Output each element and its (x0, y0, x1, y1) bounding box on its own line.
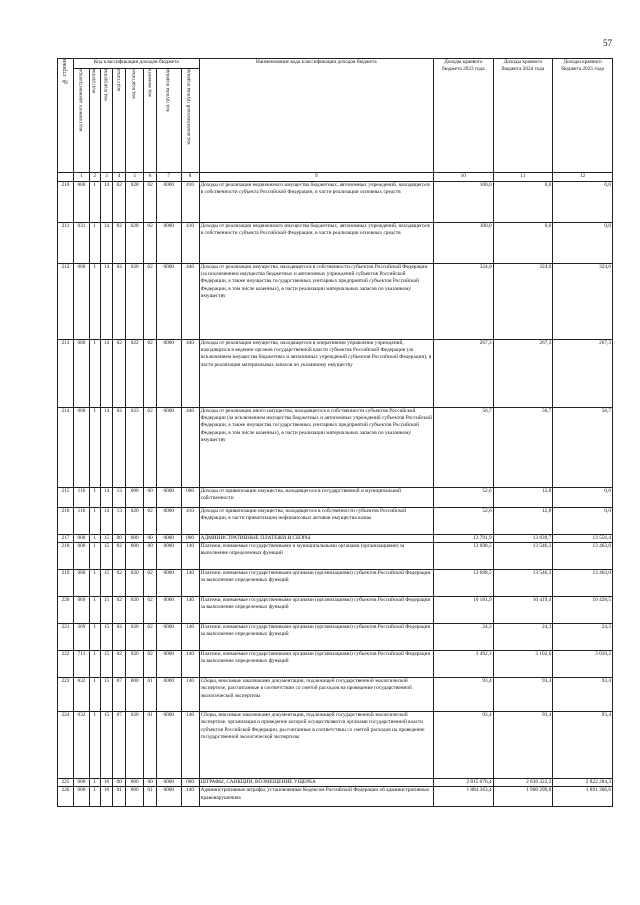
amount-cell: 10 419,4 (493, 597, 553, 624)
code-cell: 16 (100, 779, 113, 787)
amount-cell: 24,3 (433, 624, 493, 651)
revenue-name: Платежи, взимаемые государственными органами (организациями) субъектов Российской Федерации за выполнение определенных функций (199, 624, 433, 651)
code-cell: 140 (181, 597, 199, 624)
code-cell: 140 (181, 678, 199, 712)
code-cell: 020 (126, 624, 144, 651)
code-cell: 02 (144, 508, 157, 535)
code-cell: 0000 (157, 223, 181, 264)
code-cell: 028 (126, 223, 144, 264)
table-row (58, 264, 613, 340)
code-cell: 00 (113, 535, 126, 543)
code-cell: 1 (89, 182, 100, 223)
code-cell: 116 (73, 488, 89, 508)
revenue-name: Доходы от приватизации имущества, находящегося в государственной и муниципальной собственности (199, 488, 433, 508)
code-cell: 07 (113, 712, 126, 779)
amount-cell: 100,0 (433, 182, 493, 223)
amount-cell: 52,6 (433, 488, 493, 508)
table-header (58, 59, 613, 182)
code-cell: 000 (181, 488, 199, 508)
table-row (58, 787, 613, 807)
table-row (58, 570, 613, 597)
code-cell: 00 (144, 779, 157, 787)
code-cell: 020 (126, 508, 144, 535)
amount-2025-header: Доходы краевого бюджета 2025 года (553, 59, 613, 173)
code-cell: 02 (113, 182, 126, 223)
code-cell: 1 (89, 624, 100, 651)
amount-cell: 10 428,5 (553, 597, 613, 624)
code-cell: 00 (113, 779, 126, 787)
code-cell: 1 (89, 678, 100, 712)
table-row (58, 408, 613, 488)
code-cell: 020 (126, 597, 144, 624)
code-cell: 028 (126, 182, 144, 223)
code-cell: 1 (89, 651, 100, 678)
code-cell: 000 (73, 264, 89, 340)
row-number: 221 (58, 624, 74, 651)
code-cell: 02 (144, 624, 157, 651)
row-number: 215 (58, 488, 74, 508)
code-col-header: код подгруппы (100, 69, 113, 173)
amount-cell: 56,7 (553, 408, 613, 488)
column-number: 6 (144, 173, 157, 182)
column-number: 11 (493, 173, 553, 182)
amount-cell: 0,0 (493, 223, 553, 264)
code-cell: 01 (144, 787, 157, 807)
code-col-header: код группы (89, 69, 100, 173)
code-cell: 14 (100, 340, 113, 408)
amount-cell: 13 698,5 (433, 543, 493, 570)
code-cell: 0000 (157, 678, 181, 712)
code-cell: 1 (89, 787, 100, 807)
code-cell: 069 (73, 597, 89, 624)
page-number: 57 (603, 38, 612, 48)
row-number: 222 (58, 651, 74, 678)
code-cell: 1 (89, 488, 100, 508)
amount-cell: 2 822 284,3 (553, 779, 613, 787)
code-cell: 1 (89, 340, 100, 408)
code-cell: 1 (89, 535, 100, 543)
code-cell: 000 (181, 535, 199, 543)
revenue-name: Доходы от приватизации имущества, находящегося в собственности субъектов Российской Федерации, в части приватизации нефинансовых активов имущества казны (199, 508, 433, 535)
column-number: 7 (157, 173, 181, 182)
table-row (58, 712, 613, 779)
code-cell: 000 (73, 779, 89, 787)
code-cell: 020 (126, 712, 144, 779)
code-cell: 000 (126, 543, 144, 570)
code-cell: 000 (126, 787, 144, 807)
code-cell: 15 (100, 597, 113, 624)
code-cell: 1 (89, 779, 100, 787)
code-col-header: код подстатьи (126, 69, 144, 173)
name-header: Наименование кода классификации доходов бюджета (199, 59, 433, 173)
code-cell: 00 (144, 488, 157, 508)
amount-cell: 0,0 (493, 182, 553, 223)
column-number: 5 (126, 173, 144, 182)
revenue-name: Сборы, вносимые заказчиками документации, подлежащей государственной экологической экспертизе, рассчитанные в соответствии со сметой расходов на проведение государственной экологической экспертизы (199, 678, 433, 712)
code-cell: 02 (113, 651, 126, 678)
code-cell: 02 (144, 408, 157, 488)
row-number: 220 (58, 597, 74, 624)
amount-cell: 93,4 (553, 678, 613, 712)
row-number: 210 (58, 182, 74, 223)
code-cell: 032 (73, 712, 89, 779)
code-cell: 000 (181, 779, 199, 787)
code-cell: 13 (113, 488, 126, 508)
row-number: 223 (58, 678, 74, 712)
code-cell: 140 (181, 543, 199, 570)
code-cell: 02 (144, 340, 157, 408)
amount-cell: 56,7 (493, 408, 553, 488)
code-cell: 440 (181, 340, 199, 408)
row-number: 213 (58, 340, 74, 408)
code-col-header: код аналитической группы подвида (181, 69, 199, 173)
code-cell: 0000 (157, 508, 181, 535)
table-row (58, 597, 613, 624)
amount-cell: 100,0 (433, 223, 493, 264)
amount-cell: 93,4 (493, 712, 553, 779)
code-cell: 02 (144, 182, 157, 223)
table-row (58, 508, 613, 535)
code-cell: 02 (113, 264, 126, 340)
code-cell: 031 (73, 223, 89, 264)
code-col-header: код главного администратора (73, 69, 89, 173)
code-cell: 15 (100, 651, 113, 678)
revenue-name: Доходы от реализации иного имущества, находящегося в собственности субъектов Российской Федерации (за исключением имущества бюджетных и автономных учреждений субъектов Российской Федерации, а также имущества государственных унитарных предприятий субъектов Российской Федерации, в том числе казенных), в части реализации материальных запасов по указанному имуществу (199, 408, 433, 488)
row-number: 225 (58, 779, 74, 787)
amount-cell: 267,3 (433, 340, 493, 408)
code-cell: 0000 (157, 597, 181, 624)
table-row (58, 779, 613, 787)
code-cell: 020 (126, 570, 144, 597)
code-cell: 02 (144, 264, 157, 340)
amount-cell: 13 463,0 (553, 543, 613, 570)
code-cell: 140 (181, 570, 199, 597)
table-row (58, 223, 613, 264)
amount-cell: 13 546,3 (493, 543, 553, 570)
code-cell: 410 (181, 182, 199, 223)
code-cell: 14 (100, 488, 113, 508)
budget-revenue-table (57, 58, 613, 807)
code-cell: 440 (181, 408, 199, 488)
row-number: 211 (58, 223, 74, 264)
table-row (58, 678, 613, 712)
code-cell: 15 (100, 678, 113, 712)
column-number: 10 (433, 173, 493, 182)
code-cell: 13 (113, 508, 126, 535)
revenue-name: Платежи, взимаемые государственными органами (организациями) субъектов Российской Федерации за выполнение определенных функций (199, 651, 433, 678)
amount-cell: 24,3 (553, 624, 613, 651)
code-cell: 02 (144, 651, 157, 678)
amount-cell: 13 556,4 (553, 535, 613, 543)
code-cell: 02 (113, 570, 126, 597)
code-cell: 15 (100, 535, 113, 543)
code-cell: 0000 (157, 787, 181, 807)
revenue-name: Доходы от реализации имущества, находящегося в оперативном управлении учреждений, находящихся в ведении органов государственной власти субъектов Российской Федерации (за исключением имущества бюджетных и автономных учреждений субъектов Российской Федерации), в части реализации материальных запасов по указанному имуществу (199, 340, 433, 408)
code-cell: 0000 (157, 624, 181, 651)
code-cell: 00 (144, 543, 157, 570)
code-cell: 14 (100, 508, 113, 535)
code-cell: 1 (89, 264, 100, 340)
code-cell: 140 (181, 712, 199, 779)
revenue-name: ШТРАФЫ, САНКЦИИ, ВОЗМЕЩЕНИЕ УЩЕРБА (199, 779, 433, 787)
code-cell: 140 (181, 651, 199, 678)
table-row (58, 535, 613, 543)
amount-cell: 93,4 (553, 712, 613, 779)
code-cell: 410 (181, 508, 199, 535)
code-cell: 02 (113, 408, 126, 488)
code-cell: 000 (126, 779, 144, 787)
code-cell: 000 (73, 787, 89, 807)
amount-cell: 0,0 (553, 223, 613, 264)
revenue-name: Платежи, взимаемые государственными органами (организациями) субъектов Российской Федерации за выполнение определенных функций (199, 597, 433, 624)
code-cell: 0000 (157, 712, 181, 779)
code-cell: 369 (73, 624, 89, 651)
amount-cell: 93,4 (493, 678, 553, 712)
amount-cell: 12,8 (493, 488, 553, 508)
revenue-name: Платежи, взимаемые государственными и муниципальными органами (организациями) за выполнение определенных функций (199, 543, 433, 570)
amount-cell: 13 698,5 (433, 570, 493, 597)
column-number: 9 (199, 173, 433, 182)
code-cell: 000 (126, 678, 144, 712)
code-cell: 14 (100, 182, 113, 223)
amount-cell: 3 492,3 (433, 651, 493, 678)
code-cell: 02 (144, 223, 157, 264)
row-number: 218 (58, 543, 74, 570)
code-col-header: код группы подвида (157, 69, 181, 173)
code-cell: 000 (73, 570, 89, 597)
code-cell: 0000 (157, 570, 181, 597)
amount-cell: 2 815 076,4 (433, 779, 493, 787)
code-cell: 000 (73, 408, 89, 488)
code-group-header: Код классификации доходов бюджета (73, 59, 199, 69)
code-cell: 01 (144, 678, 157, 712)
code-cell: 440 (181, 264, 199, 340)
revenue-name: Доходы от реализации недвижимого имущества бюджетных, автономных учреждений, находящегося в собственности субъекта Российской Федерации, в части реализации основных средств (199, 182, 433, 223)
code-cell: 15 (100, 570, 113, 597)
table-row (58, 182, 613, 223)
table-row (58, 651, 613, 678)
column-number: 1 (73, 173, 89, 182)
amount-cell: 24,3 (493, 624, 553, 651)
row-number: 224 (58, 712, 74, 779)
code-cell: 02 (113, 340, 126, 408)
amount-cell: 56,7 (433, 408, 493, 488)
table-row (58, 624, 613, 651)
amount-cell: 13 791,9 (433, 535, 493, 543)
amount-cell: 267,3 (493, 340, 553, 408)
revenue-name: Платежи, взимаемые государственными органами (организациями) субъектов Российской Федерации за выполнение определенных функций (199, 570, 433, 597)
code-cell: 0000 (157, 543, 181, 570)
code-cell: 020 (126, 651, 144, 678)
row-number: 219 (58, 570, 74, 597)
row-number: 212 (58, 264, 74, 340)
column-number: 3 (100, 173, 113, 182)
code-cell: 0000 (157, 182, 181, 223)
code-cell: 1 (89, 223, 100, 264)
code-cell: 1 (89, 408, 100, 488)
code-cell: 022 (126, 340, 144, 408)
code-cell: 02 (144, 597, 157, 624)
amount-2023-header: Доходы краевого бюджета 2023 года (433, 59, 493, 173)
revenue-name: Административные штрафы, установленные Кодексом Российской Федерации об административных правонарушениях (199, 787, 433, 807)
code-cell: 14 (100, 264, 113, 340)
code-cell: 15 (100, 543, 113, 570)
code-cell: 0000 (157, 535, 181, 543)
amount-cell: 324,0 (493, 264, 553, 340)
column-number: 12 (553, 173, 613, 182)
code-cell: 15 (100, 712, 113, 779)
column-number: 8 (181, 173, 199, 182)
revenue-name: Сборы, вносимые заказчиками документации, подлежащей государственной экологической экспертизе, организация и проведение которой осуществляются органами государственной власти субъектов Российской Федерации, рассчитанные в соответствии со сметой расходов на проведение государственной экологической экспертизы (199, 712, 433, 779)
amount-cell: 93,4 (433, 712, 493, 779)
amount-cell: 0,0 (553, 508, 613, 535)
row-number: 226 (58, 787, 74, 807)
code-cell: 02 (144, 570, 157, 597)
code-cell: 000 (73, 535, 89, 543)
amount-cell: 10 181,9 (433, 597, 493, 624)
code-cell: 01 (113, 787, 126, 807)
revenue-name: АДМИНИСТРАТИВНЫЕ ПЛАТЕЖИ И СБОРЫ (199, 535, 433, 543)
column-number-blank (58, 173, 74, 182)
code-cell: 00 (144, 535, 157, 543)
code-cell: 0000 (157, 408, 181, 488)
code-cell: 0000 (157, 488, 181, 508)
code-cell: 02 (113, 597, 126, 624)
amount-cell: 324,0 (433, 264, 493, 340)
column-number: 2 (89, 173, 100, 182)
code-cell: 000 (73, 543, 89, 570)
column-number: 4 (113, 173, 126, 182)
code-cell: 16 (100, 787, 113, 807)
code-cell: 140 (181, 787, 199, 807)
amount-cell: 3 010,2 (553, 651, 613, 678)
amount-cell: 13 546,3 (493, 570, 553, 597)
amount-cell: 52,6 (433, 508, 493, 535)
code-cell: 0000 (157, 340, 181, 408)
code-cell: 02 (113, 223, 126, 264)
code-cell: 15 (100, 624, 113, 651)
code-cell: 1 (89, 597, 100, 624)
amount-cell: 13 463,0 (553, 570, 613, 597)
amount-cell: 267,3 (553, 340, 613, 408)
amount-cell: 0,0 (553, 182, 613, 223)
table-row (58, 488, 613, 508)
code-cell: 023 (126, 408, 144, 488)
code-cell: 000 (126, 535, 144, 543)
code-cell: 0000 (157, 779, 181, 787)
code-cell: 711 (73, 651, 89, 678)
table-row (58, 543, 613, 570)
table-row (58, 340, 613, 408)
code-cell: 1 (89, 712, 100, 779)
code-cell: 000 (73, 182, 89, 223)
row-number: 217 (58, 535, 74, 543)
amount-cell: 324,0 (553, 264, 613, 340)
revenue-name: Доходы от реализации недвижимого имущества бюджетных, автономных учреждений, находящегося в собственности субъекта Российской Федерации, в части реализации основных средств (199, 223, 433, 264)
amount-cell: 0,0 (553, 488, 613, 508)
row-number: 216 (58, 508, 74, 535)
code-col-header: код элемента (144, 69, 157, 173)
code-cell: 1 (89, 570, 100, 597)
amount-cell: 3 102,6 (493, 651, 553, 678)
code-cell: 000 (73, 340, 89, 408)
code-cell: 0000 (157, 264, 181, 340)
row-number-header: № строки (58, 59, 74, 173)
code-cell: 032 (73, 678, 89, 712)
amount-2024-header: Доходы краевого бюджета 2024 года (493, 59, 553, 173)
revenue-name: Доходы от реализации имущества, находящегося в собственности субъектов Российской Федерации (за исключением имущества бюджетных и автономных учреждений субъектов Российской Федерации, а также имущества государственных унитарных предприятий субъектов Российской Федерации, в том числе казенных), в части реализации материальных запасов по указанному имуществу (199, 264, 433, 340)
code-cell: 02 (113, 543, 126, 570)
code-cell: 14 (100, 408, 113, 488)
table-body (58, 182, 613, 807)
code-cell: 410 (181, 223, 199, 264)
code-cell: 020 (126, 264, 144, 340)
amount-cell: 93,4 (433, 678, 493, 712)
code-cell: 01 (144, 712, 157, 779)
amount-cell: 1 900 299,8 (493, 787, 553, 807)
code-col-header: код статьи (113, 69, 126, 173)
row-number: 214 (58, 408, 74, 488)
code-cell: 02 (113, 624, 126, 651)
amount-cell: 1 891 306,6 (553, 787, 613, 807)
code-cell: 000 (126, 488, 144, 508)
amount-cell: 12,8 (493, 508, 553, 535)
amount-cell: 13 639,7 (493, 535, 553, 543)
code-cell: 0000 (157, 651, 181, 678)
code-cell: 14 (100, 223, 113, 264)
amount-cell: 1 884 363,4 (433, 787, 493, 807)
amount-cell: 2 836 322,3 (493, 779, 553, 787)
code-cell: 116 (73, 508, 89, 535)
code-cell: 1 (89, 543, 100, 570)
code-cell: 07 (113, 678, 126, 712)
code-cell: 1 (89, 508, 100, 535)
code-cell: 140 (181, 624, 199, 651)
